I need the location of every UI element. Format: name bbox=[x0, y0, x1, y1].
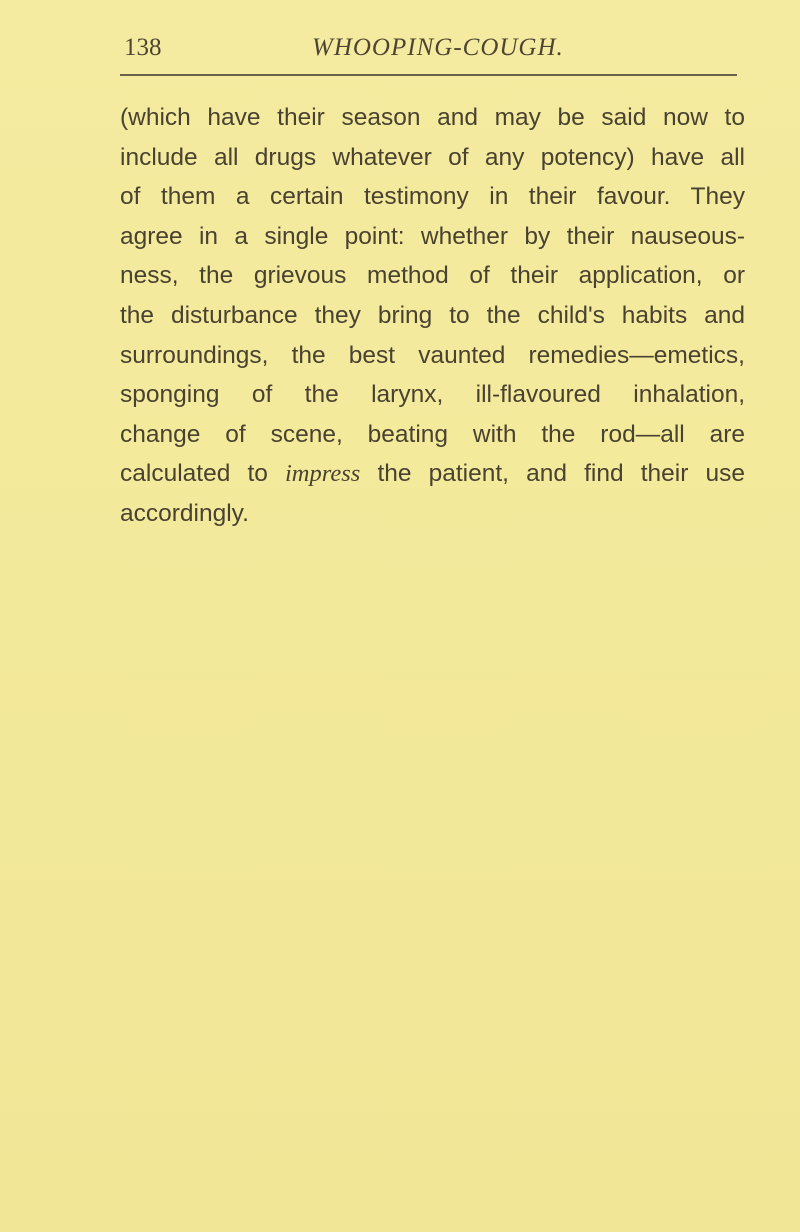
running-head bbox=[120, 30, 740, 66]
text-line: change of scene, beating with the rod—all are bbox=[120, 420, 745, 448]
text-line: surroundings, the best vaunted remedies—emetics, bbox=[120, 341, 745, 369]
header-rule bbox=[120, 74, 737, 76]
text-line: sponging of the larynx, ill-flavoured inhalation, bbox=[120, 381, 745, 409]
emphasized-word: impress bbox=[285, 460, 361, 488]
text-line: ness, the grievous method of their application, or bbox=[120, 262, 745, 290]
text-line: of them a certain testimony in their favour. They bbox=[120, 183, 745, 211]
text-fragment: the patient, and find their use bbox=[360, 460, 745, 488]
text-line: the disturbance they bring to the child's habits and bbox=[120, 301, 745, 329]
text-line: (which have their season and may be said now to bbox=[120, 104, 745, 131]
text-line: agree in a single point: whether by their nauseous- bbox=[120, 222, 745, 250]
body-paragraph bbox=[120, 98, 745, 534]
text-line bbox=[120, 454, 745, 494]
page-number: 138 bbox=[124, 34, 162, 61]
text-fragment: calculated to bbox=[120, 460, 285, 488]
text-line: accordingly. bbox=[120, 499, 249, 527]
running-title: WHOOPING-COUGH. bbox=[312, 34, 564, 61]
text-line: include all drugs whatever of any potency) have all bbox=[120, 143, 745, 171]
